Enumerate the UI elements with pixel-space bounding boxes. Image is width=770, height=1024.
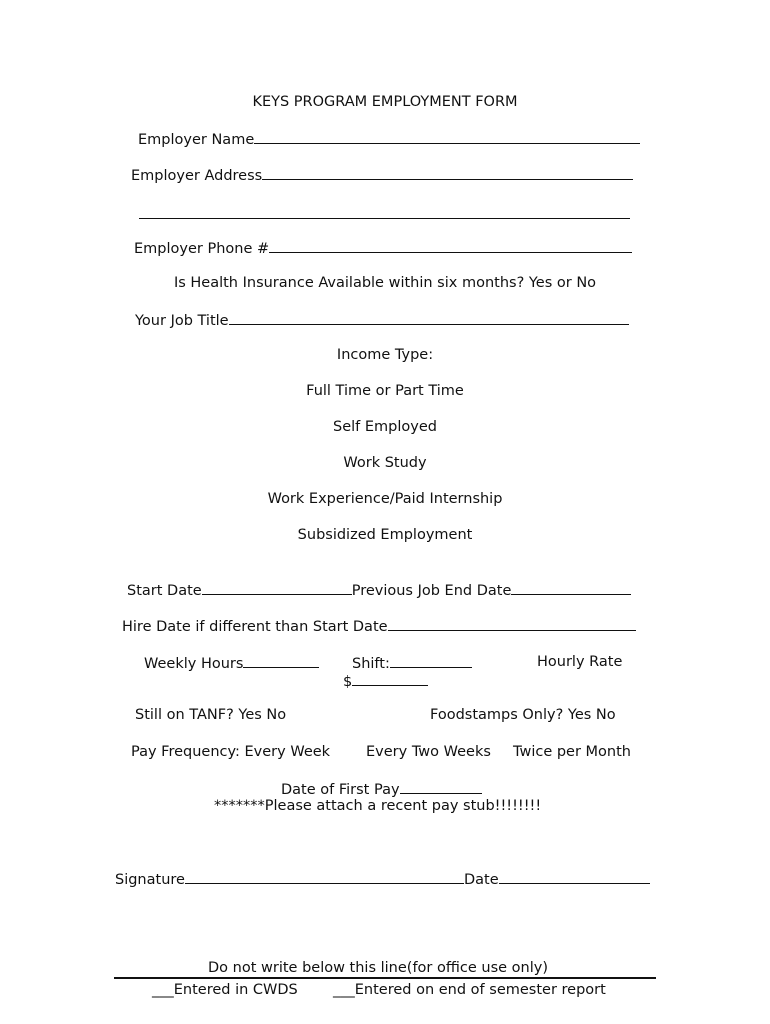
hire-date-field[interactable] [388,616,636,631]
employer-name-field[interactable] [254,129,640,144]
health-insurance-question: Is Health Insurance Available within six months? Yes or No [173,275,597,291]
entered-semester-label: Entered on end of semester report [354,982,606,998]
signature-label: Signature [115,872,185,888]
weekly-hours-row [144,653,319,673]
employer-address-label: Employer Address [131,168,263,184]
first-pay-field[interactable] [400,779,482,794]
income-type-heading: Income Type: [336,347,434,363]
dates-row [127,580,631,600]
date-label: Date [463,872,499,888]
hourly-rate-field[interactable] [352,671,428,686]
income-type-work-study: Work Study [343,455,427,471]
form-title: KEYS PROGRAM EMPLOYMENT FORM [252,94,518,110]
income-type-full-part-time: Full Time or Part Time [306,383,464,399]
signature-field[interactable] [185,869,464,884]
hourly-rate-label: Hourly Rate [537,654,623,670]
employer-address-line-2[interactable] [139,218,630,219]
employer-name-row [138,129,640,149]
job-title-row [135,310,629,330]
signature-row [115,869,650,889]
job-title-field[interactable] [229,310,629,325]
pay-frequency-label: Pay Frequency: Every Week [131,744,331,760]
hourly-rate-row [343,671,428,691]
pay-frequency-twice-per-month: Twice per Month [513,744,631,760]
entered-cwds-blank[interactable]: ___ [152,982,174,998]
weekly-hours-field[interactable] [243,653,319,668]
tanf-question: Still on TANF? Yes No [135,707,287,723]
employer-phone-field[interactable] [269,238,632,253]
pay-stub-notice: *******Please attach a recent pay stub!!!!!!!! [214,798,542,814]
first-pay-row [281,779,482,799]
income-type-self-employed: Self Employed [333,419,437,435]
office-use-divider [114,977,656,979]
first-pay-label: Date of First Pay [281,782,400,798]
entered-semester-row [333,981,606,999]
hire-date-row [122,616,636,636]
employer-address-row [131,165,633,185]
entered-cwds-row [152,981,298,999]
job-title-label: Your Job Title [135,313,229,329]
entered-semester-blank[interactable]: ___ [333,982,355,998]
shift-label: Shift: [352,656,390,672]
shift-row [352,653,472,673]
start-date-label: Start Date [127,583,202,599]
start-date-field[interactable] [202,580,352,595]
entered-cwds-label: Entered in CWDS [173,982,298,998]
hire-date-label: Hire Date if different than Start Date [122,619,388,635]
employer-address-field[interactable] [262,165,633,180]
employer-phone-row [134,238,632,258]
pay-frequency-every-two-weeks: Every Two Weeks [366,744,491,760]
employer-phone-label: Employer Phone # [134,241,270,257]
weekly-hours-label: Weekly Hours [144,656,244,672]
income-type-subsidized: Subsidized Employment [297,527,473,543]
office-use-notice: Do not write below this line(for office use only) [208,960,548,976]
foodstamps-question: Foodstamps Only? Yes No [430,707,616,723]
previous-job-end-label: Previous Job End Date [351,583,512,599]
shift-field[interactable] [390,653,472,668]
date-field[interactable] [499,869,650,884]
income-type-work-experience: Work Experience/Paid Internship [267,491,503,507]
employer-name-label: Employer Name [138,132,255,148]
dollar-sign: $ [343,674,353,690]
previous-job-end-field[interactable] [511,580,631,595]
